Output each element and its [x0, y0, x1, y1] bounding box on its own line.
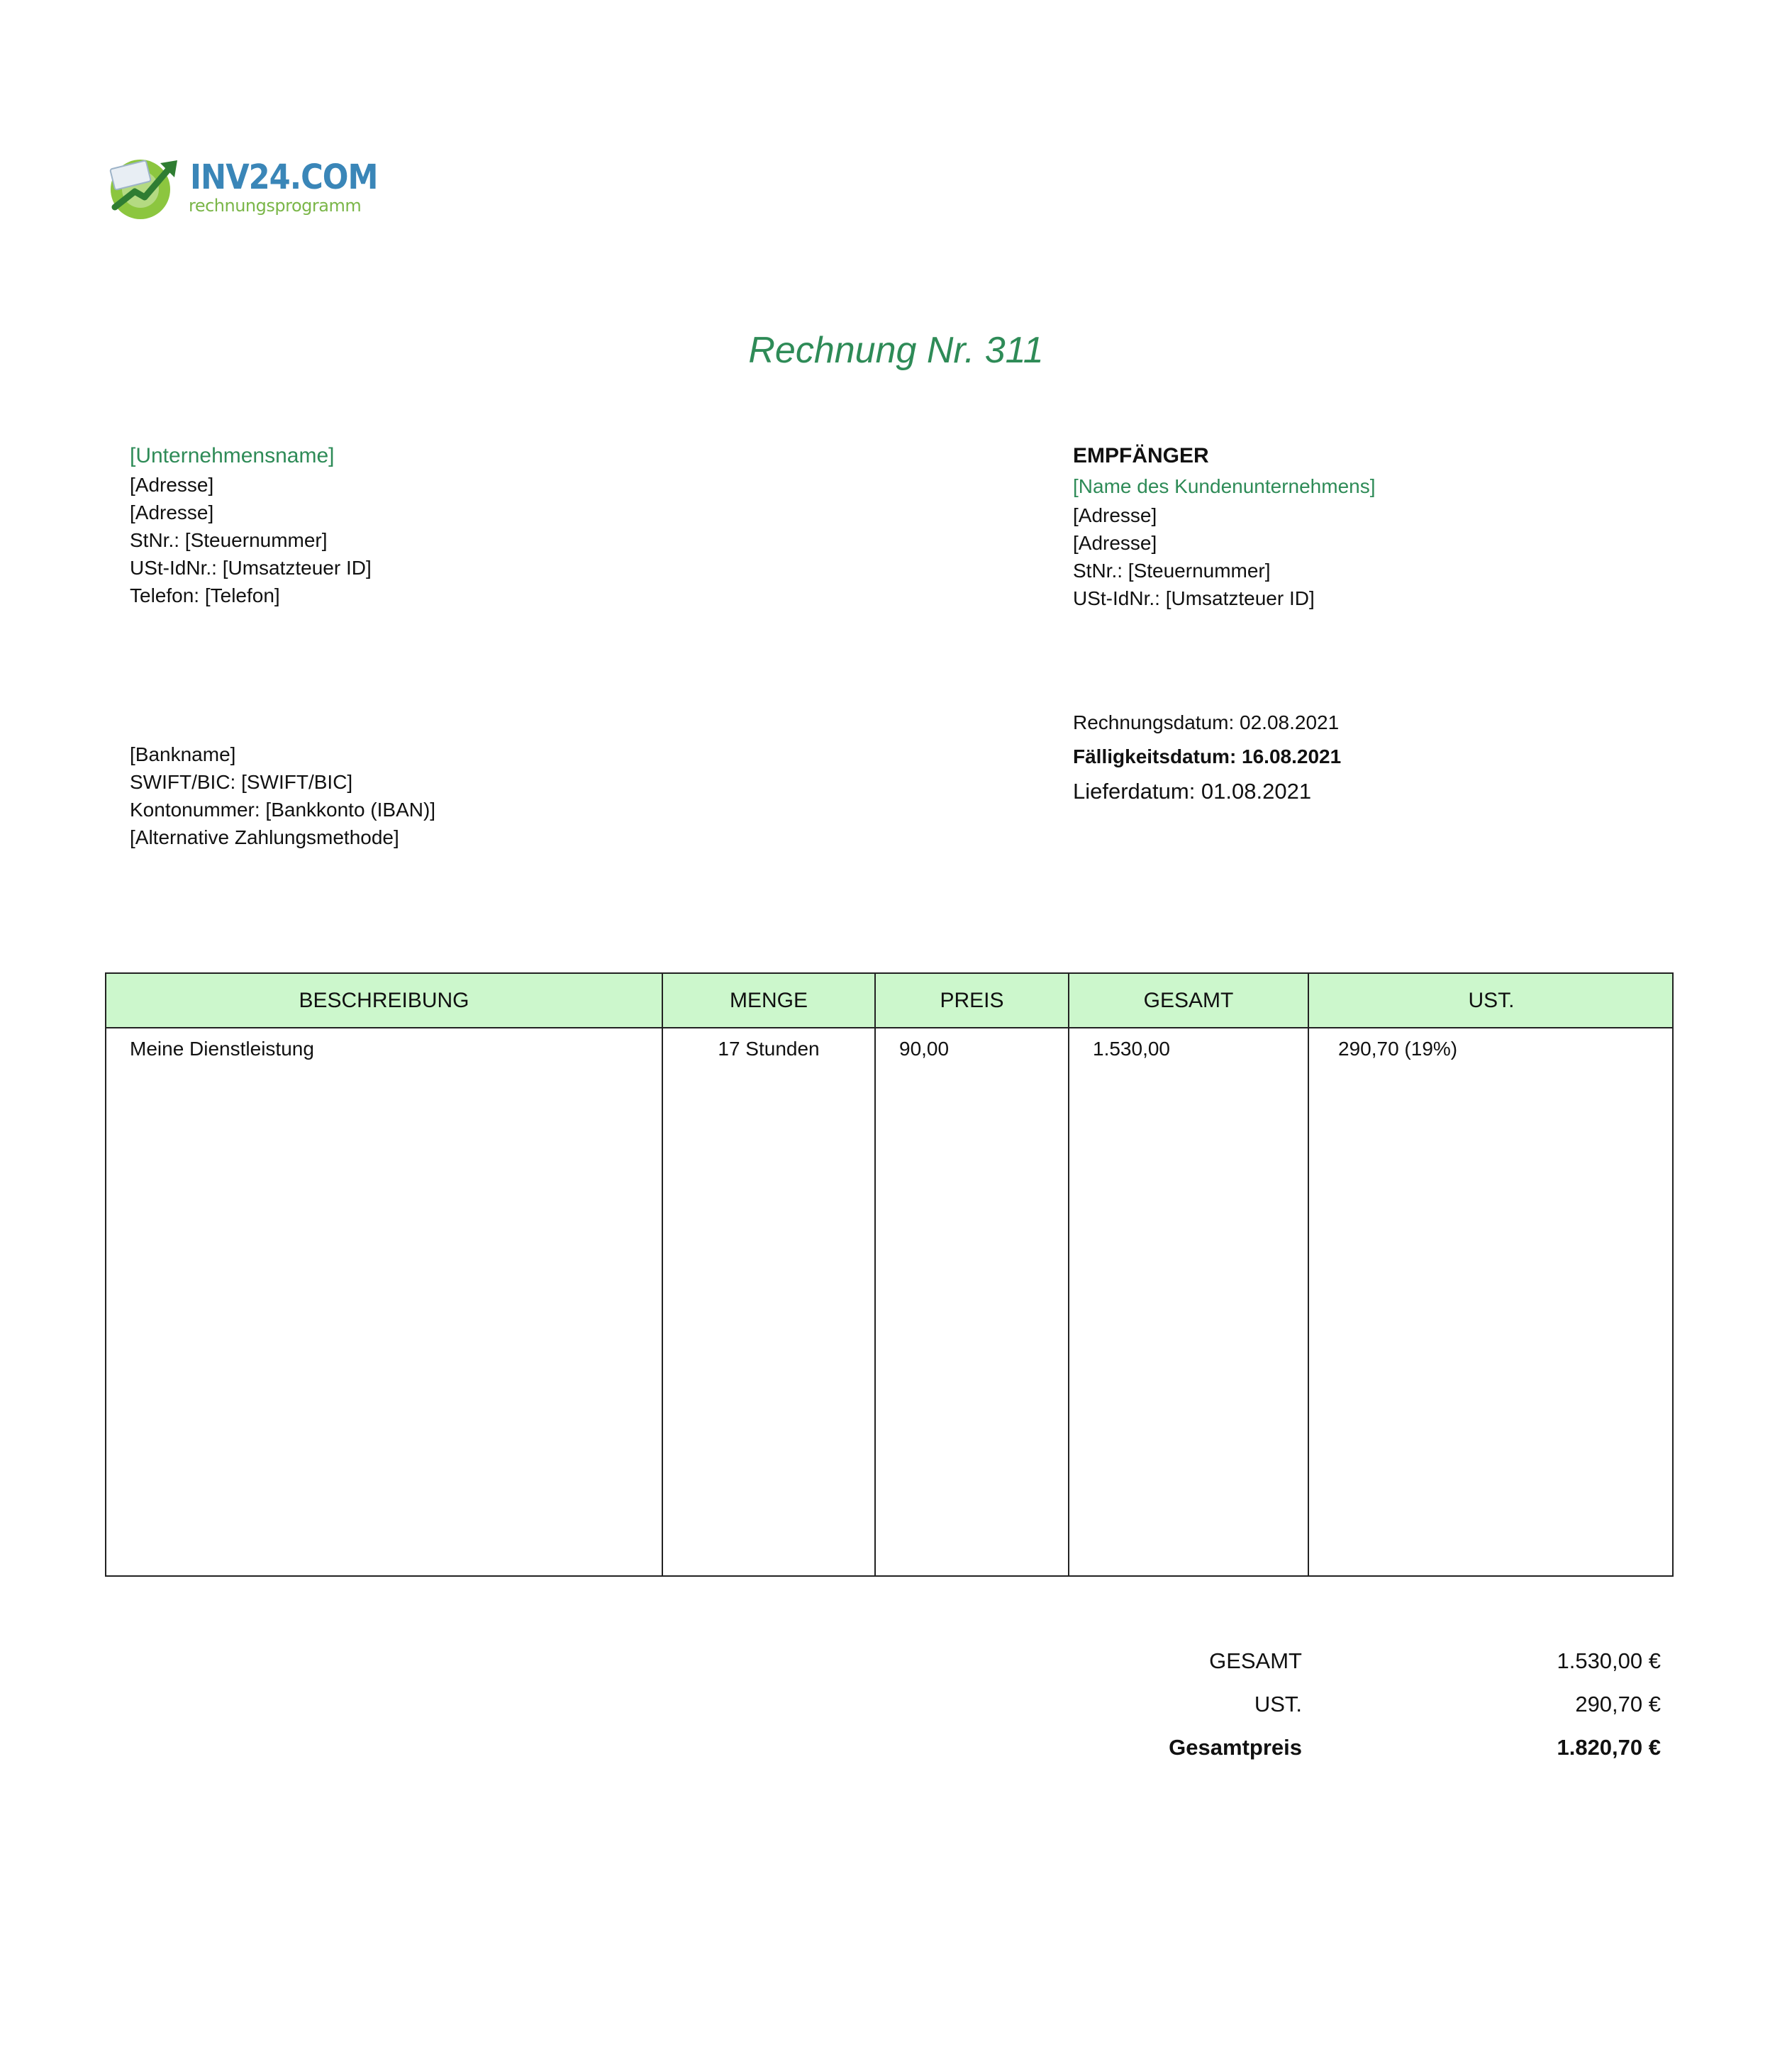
- bank-details: [130, 740, 435, 851]
- sender-address-1: [Adresse]: [130, 474, 214, 496]
- cell-price: 90,00: [899, 1038, 950, 1060]
- subtotal-label: GESAMT: [1209, 1648, 1302, 1673]
- cell-description: Meine Dienstleistung: [130, 1038, 314, 1060]
- subtotal-value: 1.530,00 €: [1557, 1648, 1661, 1673]
- vat-label: UST.: [1254, 1692, 1302, 1716]
- sender-tax-number: StNr.: [Steuernummer]: [130, 529, 328, 551]
- invoice-title: Rechnung Nr. 311: [748, 330, 1044, 371]
- vat-value: 290,70 €: [1575, 1692, 1661, 1716]
- grand-total-value: 1.820,70 €: [1557, 1735, 1661, 1760]
- sender-address-2: [Adresse]: [130, 501, 214, 523]
- grand-total-label: Gesamtpreis: [1169, 1735, 1302, 1760]
- sender-block: [130, 441, 372, 609]
- bank-alt-payment: [Alternative Zahlungsmethode]: [130, 826, 399, 848]
- cell-total: 1.530,00: [1093, 1038, 1170, 1060]
- recipient-address-1: [Adresse]: [1073, 504, 1157, 526]
- due-date: Fälligkeitsdatum: 16.08.2021: [1073, 745, 1342, 767]
- recipient-company: [Name des Kundenunternehmens]: [1073, 475, 1376, 497]
- recipient-block: [1073, 441, 1376, 612]
- recipient-heading: EMPFÄNGER: [1073, 444, 1209, 467]
- bank-name: [Bankname]: [130, 743, 236, 765]
- header-description: BESCHREIBUNG: [299, 989, 469, 1012]
- recipient-address-2: [Adresse]: [1073, 532, 1157, 554]
- header-quantity: MENGE: [729, 989, 808, 1012]
- header-price: PREIS: [940, 989, 1004, 1012]
- bank-swift: SWIFT/BIC: [SWIFT/BIC]: [130, 771, 353, 793]
- column-divider: [662, 974, 663, 1575]
- column-divider: [1308, 974, 1309, 1575]
- recipient-tax-number: StNr.: [Steuernummer]: [1073, 560, 1271, 582]
- column-divider: [1068, 974, 1069, 1575]
- header-vat: UST.: [1468, 989, 1515, 1012]
- chart-arrow-icon: [105, 150, 183, 221]
- invoice-date: Rechnungsdatum: 02.08.2021: [1073, 711, 1340, 733]
- recipient-vat-id: USt-IdNr.: [Umsatzteuer ID]: [1073, 587, 1315, 609]
- delivery-date: Lieferdatum: 01.08.2021: [1073, 779, 1312, 804]
- sender-company: [Unternehmensname]: [130, 444, 335, 467]
- cell-quantity: 17 Stunden: [718, 1038, 820, 1060]
- sender-vat-id: USt-IdNr.: [Umsatzteuer ID]: [130, 557, 372, 579]
- invoice-dates: [1073, 706, 1341, 809]
- sender-phone: Telefon: [Telefon]: [130, 584, 280, 606]
- header-total: GESAMT: [1143, 989, 1234, 1012]
- bank-account: Kontonummer: [Bankkonto (IBAN)]: [130, 799, 436, 821]
- company-logo: [105, 150, 378, 225]
- cell-vat: 290,70 (19%): [1338, 1038, 1458, 1060]
- logo-tagline: rechnungsprogramm: [189, 196, 362, 216]
- column-divider: [874, 974, 876, 1575]
- line-items-table: [105, 972, 1674, 1577]
- logo-brand: INV24.COM: [190, 157, 378, 197]
